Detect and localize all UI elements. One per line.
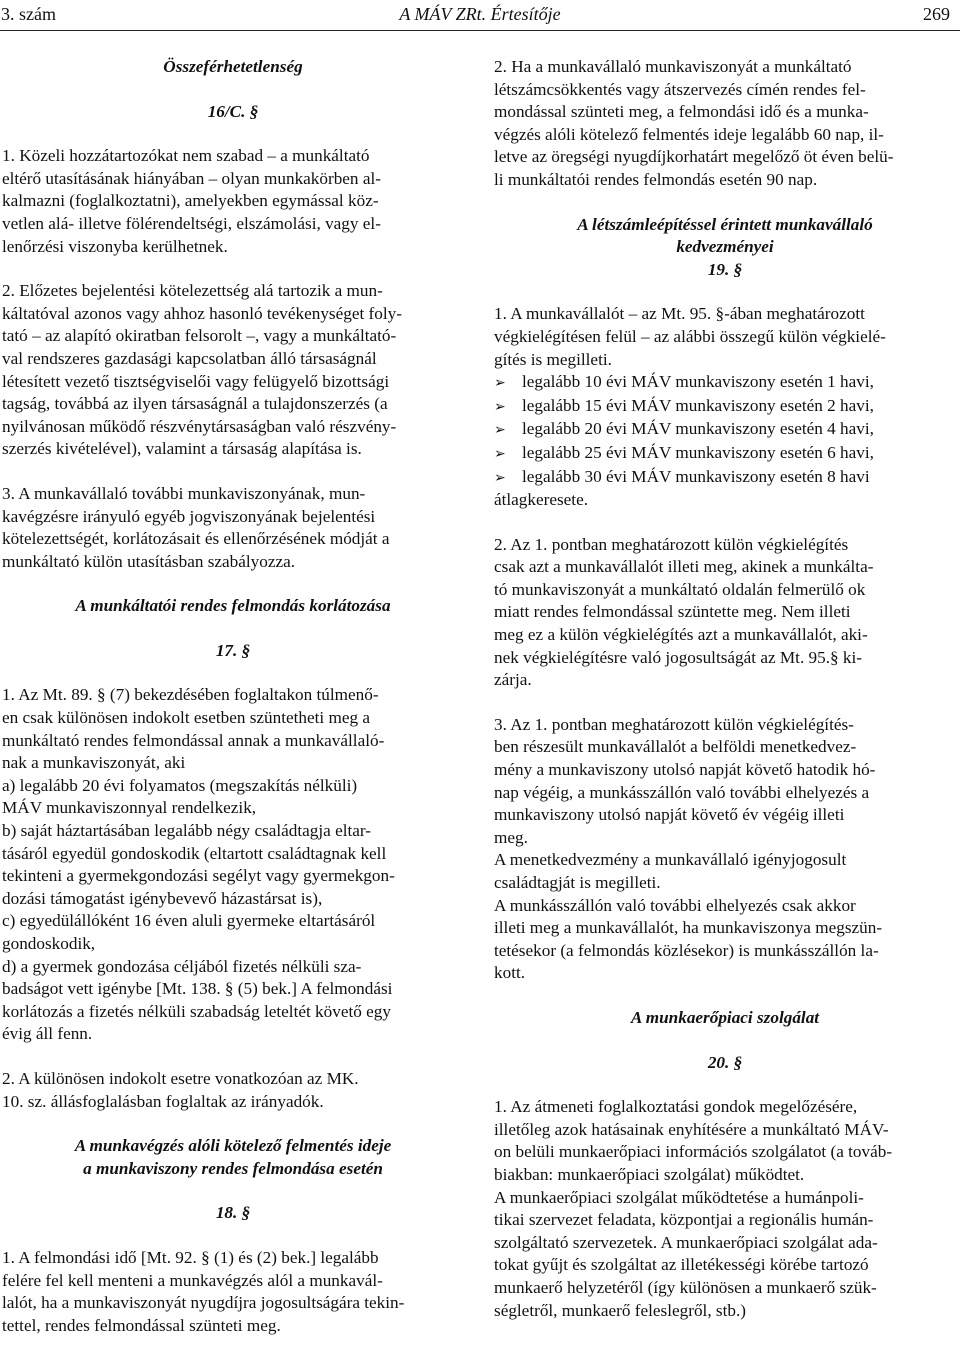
paragraph-19-2: 2. Az 1. pontban meghatározott külön végkielégítés csak azt a munkavállalót illeti meg, akinek a munkálta- tó munkaviszonyát a munkáltató oldalán felmerülő ok miatt rendes felmondással szüntette meg. Nem illeti meg ez a külön végkielégítés azt a munkavállalót, aki- nek végkielégítésre való jogosultságát az Mt. 95.§ ki- zárja. [494, 534, 874, 690]
section-number-16c: 16/C. § [207, 101, 259, 121]
list-item: ➢ legalább 10 évi MÁV munkaviszony esetén 1 havi, [494, 371, 956, 395]
list-item: ➢ legalább 15 évi MÁV munkaviszony esetén 2 havi, [494, 395, 956, 419]
paragraph-17-2: 2. A különösen indokolt esetre vonatkozóan az MK. 10. sz. állásfoglalásban foglaltak az irányadók. [2, 1068, 359, 1111]
list-tail: átlagkeresete. [494, 490, 588, 510]
list-item: ➢ legalább 20 évi MÁV munkaviszony esetén 4 havi, [494, 418, 956, 442]
paragraph-18-2: 2. Ha a munkavállaló munkaviszonyát a munkáltató létszámcsökkentés vagy átszervezés címén rendes fel- mondással szünteti meg, a felmondási idő és a munka- végzés alóli kötelező felmentés ideje legalább 60 nap, il- letve az öregségi nyugdíjkorhatárt megelőző öt éven belü- li munkáltatói rendes felmondás esetén 90 nap. [494, 57, 894, 189]
paragraph-16c-1: 1. Közeli hozzátartozókat nem szabad – a munkáltató eltérő utasításának hiányában – olyan munkakörben al- kalmazni (foglalkoztatni), amelyekben egymással köz- vetlen alá- illetve fölérendeltségi, elszámolási, vagy el- lenőrzési viszonyba kerülhetnek. [2, 146, 381, 256]
severance-list [494, 371, 956, 489]
section-title: Összeférhetetlenség [163, 57, 303, 76]
section-number-20: 20. § [707, 1052, 743, 1072]
list-item: ➢ legalább 25 évi MÁV munkaviszony esetén 6 havi, [494, 442, 956, 466]
paragraph-19-3: 3. Az 1. pontban meghatározott külön végkielégítés- ben részesült munkavállalót a belföldi menetkedvez- mény a munkaviszony utolsó napját követő hatodik hó- nap végéig, a munkásszállón való további elhelyezés a munkaviszony utolsó napját követő év végéig illeti meg. [494, 714, 876, 847]
heading-17: A munkáltatói rendes felmondás korlátozása [75, 596, 391, 616]
arrow-bullet-icon: ➢ [494, 469, 506, 486]
paragraph-20-1: 1. Az átmeneti foglalkoztatási gondok megelőzésére, illetőleg azok hatásainak enyhítésére a munkáltató MÁV- on belüli munkaerőpiaci információs szolgálatot (a továb- biakban: munkaerőpiaci szolgálat) működtet. [494, 1097, 893, 1184]
heading-20: A munkaerőpiaci szolgálat [630, 1007, 820, 1027]
paragraph-19-5: A munkásszállón való további elhelyezés csak akkor illeti meg a munkavállalót, ha munkaviszonya megszün- tetésekor (a felmondás közlésekor) is munkásszállón la- kott. [494, 895, 883, 983]
section-number-18: 18. § [215, 1203, 251, 1223]
heading-18: A munkavégzés alóli kötelező felmentés ideje a munkaviszony rendes felmondása esetén [74, 1136, 392, 1178]
paragraph-20-2: A munkaerőpiaci szolgálat működtetése a humánpoli- tikai szervezet feladata, központjai a regionális humán- szolgáltató szervezetek. A munkaerőpiaci szolgálat ada- tokat gyűjt és szolgáltat az illetékességi körébe tartozó munkaerő helyzetéről (így különösen a munkaerő szük- ségletről, munkaerő feleslegről, stb.) [494, 1187, 878, 1320]
list-item: ➢ legalább 30 évi MÁV munkaviszony esetén 8 havi [494, 466, 956, 490]
paragraph-19-4: A menetkedvezmény a munkavállaló igényjogosult családtagját is megilleti. [494, 850, 847, 892]
arrow-bullet-icon: ➢ [494, 398, 506, 415]
section-number-17: 17. § [215, 640, 251, 660]
paragraph-17-a: a) legalább 20 évi folyamatos (megszakítás nélküli) MÁV munkaviszonnyal rendelkezik, [2, 775, 358, 818]
paragraph-16c-2: 2. Előzetes bejelentési kötelezettség alá tartozik a mun- káltatóval azonos vagy ahhoz hasonló tevékenységet foly- tató – az alapító okiratban felsorolt –, vagy a munkáltató- val rendszeres gazdasági kapcsolatban álló társaságnál létesített vezető tisztségviselői vagy felügyelő bizottsági tagság, továbbá az ilyen társaságnál a tulajdonszerzés (a nyilvánosan működő részvénytársaságban való részvény- szerzés kivételével), valamint a társaság alapítása is. [2, 281, 402, 459]
page-header [0, 0, 960, 30]
arrow-bullet-icon: ➢ [494, 375, 506, 392]
arrow-bullet-icon: ➢ [494, 422, 506, 439]
page-number: 269 [923, 4, 950, 24]
right-column [494, 56, 956, 1322]
paragraph-17-1: 1. Az Mt. 89. § (7) bekezdésében foglaltakon túlmenő- en csak különösen indokolt esetben szüntetheti meg a munkáltató rendes felmondással annak a munkavállaló- nak a munkaviszonyát, aki [2, 685, 385, 773]
heading-19: A létszámleépítéssel érintett munkavállaló kedvezményei [577, 214, 873, 257]
header-rule [0, 30, 960, 31]
arrow-bullet-icon: ➢ [494, 445, 506, 462]
left-column [2, 56, 464, 1337]
paragraph-16c-3: 3. A munkavállaló további munkaviszonyának, mun- kavégzésre irányuló egyéb jogviszonyának bejelentési kötelezettségét, korlátozásait és ellenőrzésének módját a munkáltató külön utasításban szabályozza. [2, 483, 390, 571]
issue-number: 3. szám [1, 4, 56, 24]
paragraph-17-b: b) saját háztartásában legalább négy családtagja eltar- tásáról egyedül gondoskodik (eltartott családtagnak kell tekinteni a gyermekgondozási segélyt vagy gyermekgon- dozási támogatást igénybevevő házastársat is), [2, 821, 395, 908]
publication-title: A MÁV ZRt. Értesítője [399, 4, 561, 24]
paragraph-19-1: 1. A munkavállalót – az Mt. 95. §-ában meghatározott végkielégítésen felül – az alábbi összegű külön végkielé- gítés is megilleti. [494, 304, 886, 369]
paragraph-18-1: 1. A felmondási idő [Mt. 92. § (1) és (2) bek.] legalább felére fel kell menteni a munkavégzés alól a munkavál- lalót, ha a munkaviszonyát nyugdíjra jogosultságára tekin- tettel, rendes felmondással szünteti meg. [2, 1247, 405, 1335]
paragraph-17-d: d) a gyermek gondozása céljából fizetés nélküli sza- badságot vett igénybe [Mt. 138. § (5) bek.] A felmondási korlátozás a fizetés nélküli szabadság leteltét követő egy évig áll fenn. [2, 956, 393, 1044]
paragraph-17-c: c) egyedülállóként 16 éven aluli gyermeke eltartásáról gondoskodik, [2, 911, 376, 953]
section-number-19: 19. § [707, 259, 743, 279]
